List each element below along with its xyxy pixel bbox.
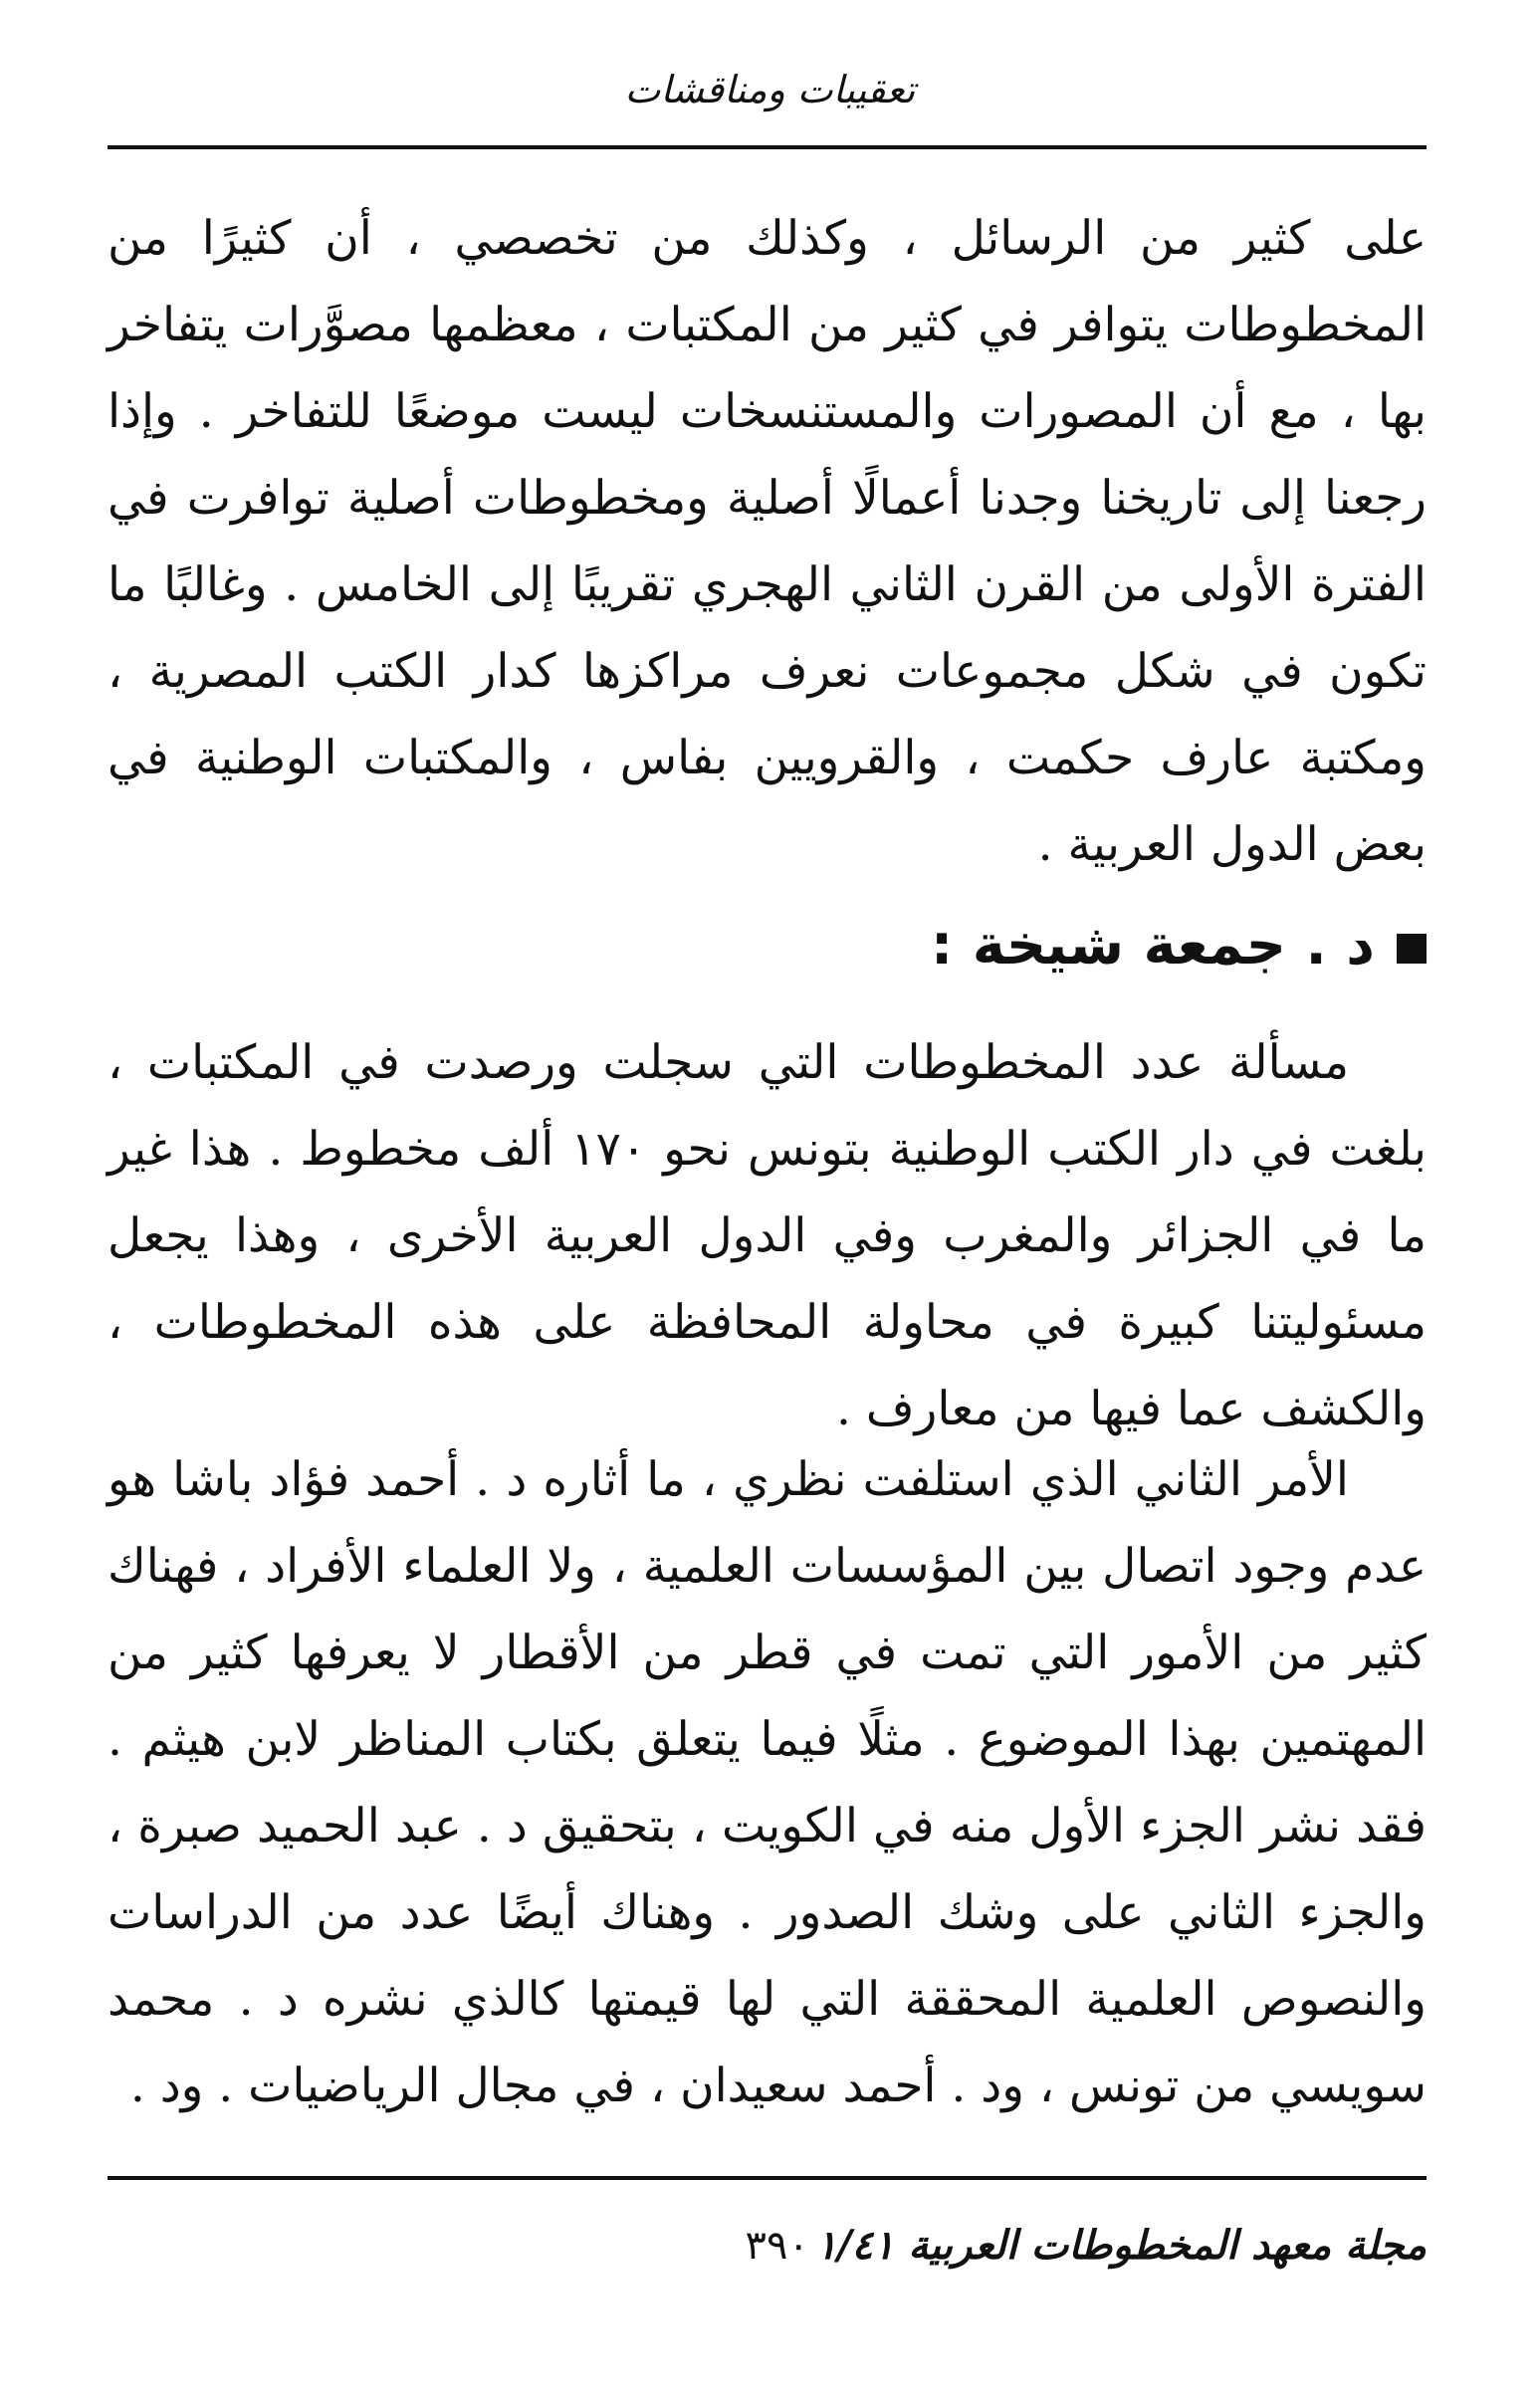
page-number: ٣٩٠ (745, 2223, 809, 2269)
speaker-heading (931, 906, 1427, 985)
paragraph-2: مسألة عدد المخطوطات التي سجلت ورصدت في المكتبات ، بلغت في دار الكتب الوطنية بتونس نحو ١٧٠ ألف مخطوط . هذا غير ما في الجزائر والمغرب وفي الدول العربية الأخرى ، وهذا يجعل مسئوليتنا كبيرة في محاولة المحافظة على هذه المخطوطات ، والكشف عما فيها من معارف . (108, 1035, 1427, 1436)
footer-rule (108, 2176, 1427, 2180)
paragraph-1: على كثير من الرسائل ، وكذلك من تخصصي ، أن كثيرًا من المخطوطات يتوافر في كثير من المكتبات ، معظمها مصوَّرات يتفاخر بها ، مع أن المصورات والمستنسخات ليست موضعًا للتفاخر . وإذا رجعنا إلى تاريخنا وجدنا أعمالًا أصلية ومخطوطات أصلية توافرت في الفترة الأولى من القرن الثاني الهجري تقريبًا إلى الخامس . وغالبًا ما تكون في شكل مجموعات نعرف مراكزها كدار الكتب المصرية ، ومكتبة عارف حكمت ، والقرويين بفاس ، والمكتبات الوطنية في بعض الدول العربية . (108, 211, 1427, 872)
journal-title: مجلة معهد المخطوطات العربية ١/٤١ (815, 2222, 1427, 2269)
square-bullet-icon (1397, 934, 1427, 964)
header-rule (108, 145, 1427, 149)
speaker-name: د . جمعة شيخة : (930, 913, 1375, 978)
paragraph-3: الأمر الثاني الذي استلفت نظري ، ما أثاره د . أحمد فؤاد باشا هو عدم وجود اتصال بين المؤسسات العلمية ، ولا العلماء الأفراد ، فهناك كثير من الأمور التي تمت في قطر من الأقطار لا يعرفها كثير من المهتمين بهذا الموضوع . مثلًا فيما يتعلق بكتاب المناظر لابن هيثم . فقد نشر الجزء الأول منه في الكويت ، بتحقيق د . عبد الحميد صبرة ، والجزء الثاني على وشك الصدور . وهناك أيضًا عدد من الدراسات والنصوص العلمية المحققة التي لها قيمتها كالذي نشره د . محمد سويسي من تونس ، ود . أحمد سعيدان ، في مجال الرياضيات . ود . (108, 1452, 1427, 2113)
running-title: تعقيبات ومناقشات (624, 68, 916, 111)
page-footer (108, 2216, 1427, 2276)
